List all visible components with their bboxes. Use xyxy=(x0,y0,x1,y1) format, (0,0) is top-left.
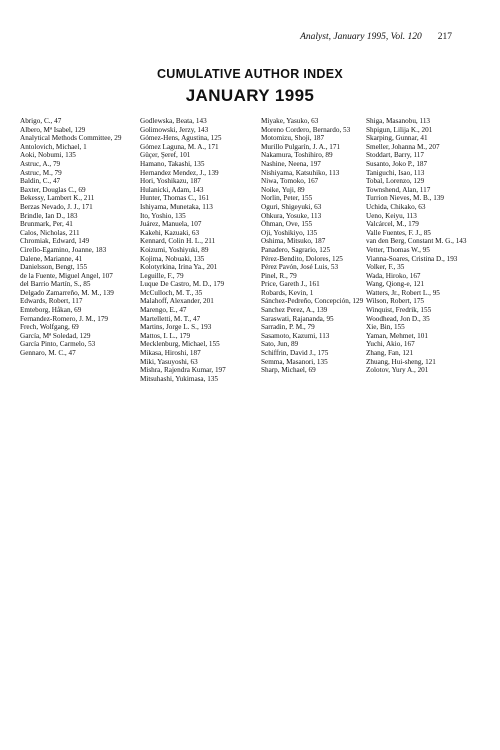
author-entry: Miyake, Yasuko, 63 xyxy=(261,117,319,125)
author-entry: Motomizu, Shoji, 187 xyxy=(261,134,325,143)
author-entry: Norlin, Peter, 155 xyxy=(261,194,313,203)
author-entry: Smeller, Johanna M., 207 xyxy=(366,142,440,151)
author-entry: Yuchi, Akio, 167 xyxy=(366,340,415,349)
author-entry: Martelletti, M. T., 47 xyxy=(140,314,201,323)
index-title: CUMULATIVE AUTHOR INDEX xyxy=(156,67,344,81)
author-entry: Analytical Methods Committee, 29 xyxy=(20,134,122,143)
author-entry: Pérez-Bendito, Dolores, 125 xyxy=(261,254,343,263)
author-entry: Nakamura, Toshihiro, 89 xyxy=(261,151,333,160)
author-entry: Danielsson, Bengt, 155 xyxy=(20,263,88,272)
author-entry: Gómez-Hens, Agustina, 125 xyxy=(140,134,222,143)
author-entry: Malahoff, Alexander, 201 xyxy=(140,297,214,306)
author-entry: Hori, Yoshikazu, 187 xyxy=(140,177,201,186)
author-entry: Mecklenburg, Michael, 155 xyxy=(140,340,220,349)
author-entry: Mitsuhashi, Yukimasa, 135 xyxy=(140,374,218,383)
author-entry: Shpigun, Lilija K., 201 xyxy=(366,125,433,134)
author-entry: Brindle, Ian D., 183 xyxy=(20,211,78,220)
author-entry: Miki, Yasuyoshi, 63 xyxy=(140,357,198,366)
author-entry: Ueno, Keiyu, 113 xyxy=(366,211,417,220)
author-entry: van den Berg, Constant M. G., 143 xyxy=(366,237,467,246)
author-entry: Sánchez-Pedreño, Concepción, 129 xyxy=(261,297,364,306)
author-entry: Juárez, Manuela, 107 xyxy=(140,220,202,229)
author-entry: Taniguchi, Isao, 113 xyxy=(366,168,425,177)
author-entry: Kennard, Colin H. L., 211 xyxy=(140,237,216,246)
author-entry: Mikasa, Hiroshi, 187 xyxy=(140,349,201,358)
author-entry: Watters, Jr., Robert L., 95 xyxy=(366,288,440,297)
author-entry: Frech, Wolfgang, 69 xyxy=(20,323,79,332)
author-entry: Shiga, Masanobu, 113 xyxy=(366,117,431,125)
journal-citation: Analyst, January 1995, Vol. 120 xyxy=(300,32,422,42)
author-entry: Calos, Nicholas, 211 xyxy=(20,228,80,237)
author-entry: de la Fuente, Miguel Angel, 107 xyxy=(20,271,113,280)
author-entry: Brunmark, Per, 41 xyxy=(20,220,73,229)
index-date: JANUARY 1995 xyxy=(185,86,315,105)
author-entry: del Barrio Martín, S., 85 xyxy=(20,280,91,289)
author-entry: McCulloch, M. T., 35 xyxy=(140,288,203,297)
author-entry: Abrigo, C., 47 xyxy=(20,117,62,125)
author-entry: Baldin, C., 47 xyxy=(20,177,61,186)
author-entry: Gennaro, M. C., 47 xyxy=(20,349,76,358)
author-entry: Woodhead, Jon D., 35 xyxy=(366,314,430,323)
author-entry: Murillo Pulgarín, J. A., 171 xyxy=(261,142,341,151)
author-entry: Robards, Kevin, 1 xyxy=(261,288,314,297)
author-entry: Nashine, Neena, 197 xyxy=(261,159,321,168)
author-entry: Wada, Hiroko, 167 xyxy=(366,271,421,280)
author-entry: Vetter, Thomas W., 95 xyxy=(366,245,430,254)
author-entry: Godlewska, Beata, 143 xyxy=(140,117,207,125)
author-entry: Hernandez Mendez, J., 139 xyxy=(140,168,219,177)
author-entry: García Pinto, Carmelo, 53 xyxy=(20,340,96,349)
author-entry: Oji, Yoshikiyo, 135 xyxy=(261,228,318,237)
author-entry: Sato, Jun, 89 xyxy=(261,340,299,349)
author-entry: Kakehi, Kazuaki, 63 xyxy=(140,228,200,237)
author-entry: Wang, Qiong-e, 121 xyxy=(366,280,425,289)
author-entry: Moreno Cordero, Bernardo, 53 xyxy=(261,125,351,134)
author-entry: Hunter, Thomas C., 161 xyxy=(140,194,210,203)
author-entry: Oguri, Shigeyuki, 63 xyxy=(261,202,322,211)
author-entry: Skarping, Gunnar, 41 xyxy=(366,134,428,143)
author-entry: Niwa, Tomoko, 167 xyxy=(261,177,319,186)
author-entry: Kolotyrkina, Irina Ya., 201 xyxy=(140,263,218,272)
author-entry: Semma, Masanori, 135 xyxy=(261,357,328,366)
author-entry: Townshend, Alan, 117 xyxy=(366,185,431,194)
author-entry: Winquist, Fredrik, 155 xyxy=(366,306,432,315)
author-entry: García, Mª Soledad, 129 xyxy=(20,331,91,340)
author-entry: Xie, Bin, 155 xyxy=(366,323,405,332)
author-entry: Sarradin, P. M., 79 xyxy=(261,323,315,332)
author-entry: Aoki, Nobumi, 135 xyxy=(20,151,76,160)
author-entry: Nishiyama, Katsuhiko, 113 xyxy=(261,168,340,177)
author-entry: Marengo, E., 47 xyxy=(140,306,187,315)
author-entry: Baxter, Douglas C., 69 xyxy=(20,185,86,194)
running-header xyxy=(300,32,452,42)
author-entry: Oshima, Mitsuko, 187 xyxy=(261,237,326,246)
author-entry: Hamano, Takashi, 135 xyxy=(140,159,205,168)
author-entry: Mattos, I. L., 179 xyxy=(140,331,191,340)
author-entry: Dalene, Marianne, 41 xyxy=(20,254,83,263)
author-entry: Astruc, A., 79 xyxy=(20,159,61,168)
author-entry: Bekessy, Lambert K., 211 xyxy=(20,194,95,203)
author-entry: Zolotov, Yury A., 201 xyxy=(366,366,429,375)
author-entry: Gómez Laguna, M. A., 171 xyxy=(140,142,219,151)
author-entry: Vianna-Soares, Cristina D., 193 xyxy=(366,254,458,263)
author-entry: Astruc, M., 79 xyxy=(20,168,62,177)
author-entry: Pérez Pavón, José Luis, 53 xyxy=(261,263,339,272)
author-entry: Chromiak, Edward, 149 xyxy=(20,237,90,246)
author-entry: Leguille, F., 79 xyxy=(140,271,184,280)
author-entry: Antolovich, Michael, 1 xyxy=(20,142,87,151)
author-entry: Koizumi, Yoshiyuki, 89 xyxy=(140,245,209,254)
author-entry: Noike, Yuji, 89 xyxy=(261,185,305,194)
author-entry: Luque De Castro, M. D., 179 xyxy=(140,280,225,289)
author-entry: Turrion Nieves, M. B., 139 xyxy=(366,194,445,203)
author-entry: Fernandez-Romero, J. M., 179 xyxy=(20,314,109,323)
author-entry: Schiffrin, David J., 175 xyxy=(261,349,329,358)
author-entry: Price, Gareth J., 161 xyxy=(261,280,320,289)
author-entry: Cirello-Egamino, Joanne, 183 xyxy=(20,245,107,254)
author-entry: Susanto, Joko P., 187 xyxy=(366,159,428,168)
author-entry: Sharp, Michael, 69 xyxy=(261,366,316,375)
author-entry: Ito, Yoshio, 135 xyxy=(140,211,186,220)
author-entry: Tobal, Lorenzo, 129 xyxy=(366,177,425,186)
author-entry: Stoddart, Barry, 117 xyxy=(366,151,424,160)
author-entry: Sanchez Perez, A., 139 xyxy=(261,306,328,315)
author-entry: Ishiyama, Munetaka, 113 xyxy=(140,202,213,211)
author-entry: Golimowski, Jerzy, 143 xyxy=(140,125,209,134)
author-entry: Sasamoto, Kazumi, 113 xyxy=(261,331,330,340)
author-entry: Güçer, Şeref, 101 xyxy=(140,151,191,160)
author-entry: Emteborg, Håkan, 69 xyxy=(20,306,82,315)
author-entry: Zhuang, Hui-sheng, 121 xyxy=(366,357,436,366)
author-entry: Edwards, Robert, 117 xyxy=(20,297,83,306)
author-entry: Albero, Mª Isabel, 129 xyxy=(20,125,86,134)
author-entry: Volker, F., 35 xyxy=(366,263,405,272)
author-entry: Berzas Nevado, J. J., 171 xyxy=(20,202,93,211)
author-entry: Martins, Jorge L. S., 193 xyxy=(140,323,212,332)
index-column-1 xyxy=(20,117,135,358)
author-entry: Valle Fuentes, F. J., 85 xyxy=(366,228,431,237)
index-column-4 xyxy=(366,117,481,375)
index-column-2 xyxy=(140,117,255,383)
author-entry: Mishra, Rajendra Kumar, 197 xyxy=(140,366,226,375)
author-entry: Uchida, Chikako, 63 xyxy=(366,202,426,211)
author-entry: Delgado Zamarreño, M. M., 139 xyxy=(20,288,114,297)
author-entry: Yaman, Mehmet, 101 xyxy=(366,331,428,340)
author-entry: Kojima, Nobuaki, 135 xyxy=(140,254,205,263)
author-entry: Pinel, R., 79 xyxy=(261,271,297,280)
author-entry: Ohkura, Yosuke, 113 xyxy=(261,211,322,220)
author-entry: Hulanicki, Adam, 143 xyxy=(140,185,204,194)
author-entry: Zhang, Fan, 121 xyxy=(366,349,414,358)
author-entry: Öhman, Ove, 155 xyxy=(261,220,313,229)
page-number: 217 xyxy=(437,32,452,42)
author-entry: Valcárcel, M., 179 xyxy=(366,220,419,229)
author-entry: Saraswati, Rajananda, 95 xyxy=(261,314,334,323)
author-entry: Panadero, Sagrario, 125 xyxy=(261,245,331,254)
index-column-3 xyxy=(261,117,376,375)
author-entry: Wilson, Robert, 175 xyxy=(366,297,425,306)
